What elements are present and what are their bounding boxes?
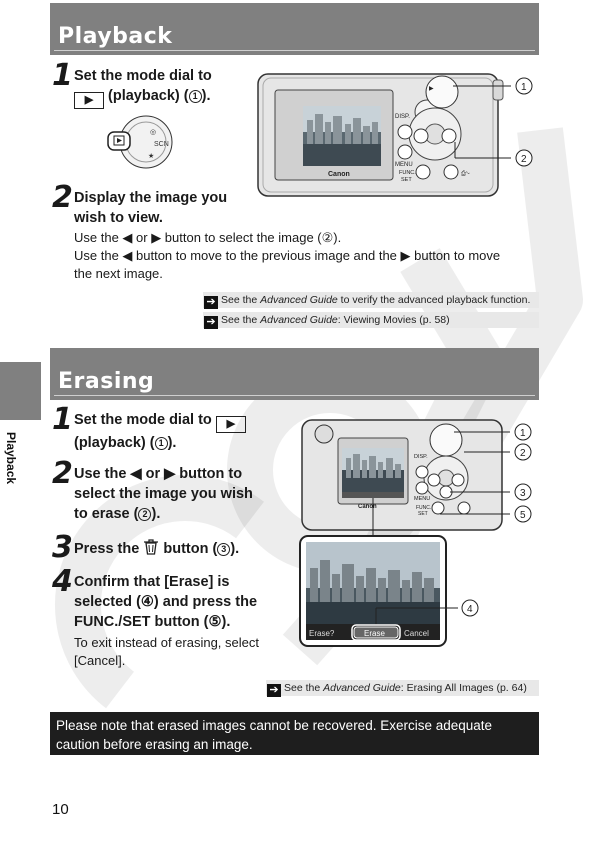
step-number: 2 (52, 456, 73, 491)
playback-title: Playback (58, 24, 173, 49)
playback-triangle-icon: ▶ (216, 416, 246, 433)
svg-text:⎙∿: ⎙∿ (461, 171, 470, 177)
callout-1-icon: 1 (189, 90, 202, 103)
erasing-step4-description: To exit instead of erasing, select [Cancel]. (74, 635, 259, 668)
svg-text:SCN: SCN (154, 141, 169, 148)
right-arrow-icon: ➔ (204, 296, 218, 309)
warning-note: Please note that erased images cannot be recovered. Exercise adequate caution before erasing an image. (50, 712, 539, 755)
step-number: 1 (52, 58, 73, 93)
step-text-line2: (playback) ( (74, 435, 155, 451)
erasing-title: Erasing (58, 369, 155, 394)
step-number: 4 (52, 564, 73, 599)
step-text-line1: Set the mode dial to (74, 68, 212, 84)
svg-text:5: 5 (520, 510, 526, 521)
step-number: 1 (52, 402, 73, 437)
step-text-line3: FUNC./SET button (⑤). (74, 614, 231, 630)
reference-advanced-playback: ➔ See the Advanced Guide to verify the advanced playback function. (203, 292, 539, 308)
step-number: 3 (52, 530, 73, 565)
step-text-line1: Confirm that [Erase] is (74, 574, 230, 590)
svg-text:2: 2 (520, 448, 526, 459)
mode-dial-illustration (98, 112, 176, 172)
step-text-line2: selected (④) and press the (74, 594, 258, 610)
svg-text:SET: SET (418, 511, 428, 517)
svg-text:4: 4 (467, 604, 473, 615)
svg-text:▶: ▶ (429, 86, 434, 92)
svg-text:DISP.: DISP. (414, 454, 428, 460)
playback-description: Use the ◀ or ▶ button to select the image (②). Use the ◀ button to move to the previous image and the ▶ button to move the next image. (74, 230, 501, 281)
svg-text:Canon: Canon (358, 504, 377, 510)
svg-text:SET: SET (401, 177, 412, 183)
svg-text:MENU: MENU (414, 496, 431, 502)
step-text-line2: (playback) ( (108, 88, 189, 104)
svg-text:Erase?: Erase? (309, 629, 335, 638)
svg-text:Cancel: Cancel (404, 629, 429, 638)
svg-text:MENU: MENU (395, 162, 413, 168)
right-arrow-icon: ➔ (204, 316, 218, 329)
svg-text:Erase: Erase (364, 629, 385, 638)
svg-text:★: ★ (148, 153, 155, 160)
reference-erasing-all-images: ➔ See the Advanced Guide: Erasing All Images (p. 64) (266, 680, 539, 696)
step-text-line2: wish to view. (74, 210, 163, 226)
svg-text:◎: ◎ (150, 129, 157, 136)
side-label: Playback (4, 432, 18, 485)
step-number: 2 (52, 180, 73, 215)
reference-viewing-movies: ➔ See the Advanced Guide: Viewing Movies (p. 58) (203, 312, 539, 328)
svg-text:1: 1 (520, 428, 526, 439)
callout-2: 2 (521, 154, 527, 165)
callout-1: 1 (521, 82, 527, 93)
erasing-section-banner (50, 348, 539, 400)
camera-back-illustration-1 (255, 72, 537, 200)
svg-text:FUNC.: FUNC. (416, 505, 432, 511)
brand-label: Canon (328, 171, 350, 178)
camera-back-illustration-2 (298, 418, 538, 650)
trash-icon (143, 538, 159, 556)
step-text-line2: select the image you wish (74, 486, 253, 502)
svg-text:FUNC.: FUNC. (399, 170, 416, 176)
callout-1-icon: 1 (155, 437, 168, 450)
step-text-line3: to erase ( (74, 506, 139, 522)
playback-section-banner (50, 3, 539, 55)
page-number: 10 (52, 801, 69, 818)
side-tab (0, 362, 41, 420)
svg-text:DISP.: DISP. (395, 114, 410, 120)
svg-text:3: 3 (520, 488, 526, 499)
step-text-line1: Use the ◀ or ▶ button to (74, 466, 243, 482)
right-arrow-icon: ➔ (267, 684, 281, 697)
playback-triangle-icon: ▶ (74, 92, 104, 109)
step-text-line1: Display the image you (74, 190, 228, 206)
callout-2-icon: 2 (138, 508, 151, 521)
callout-3-icon: 3 (217, 543, 230, 556)
step-text-line1: Set the mode dial to (74, 412, 212, 428)
